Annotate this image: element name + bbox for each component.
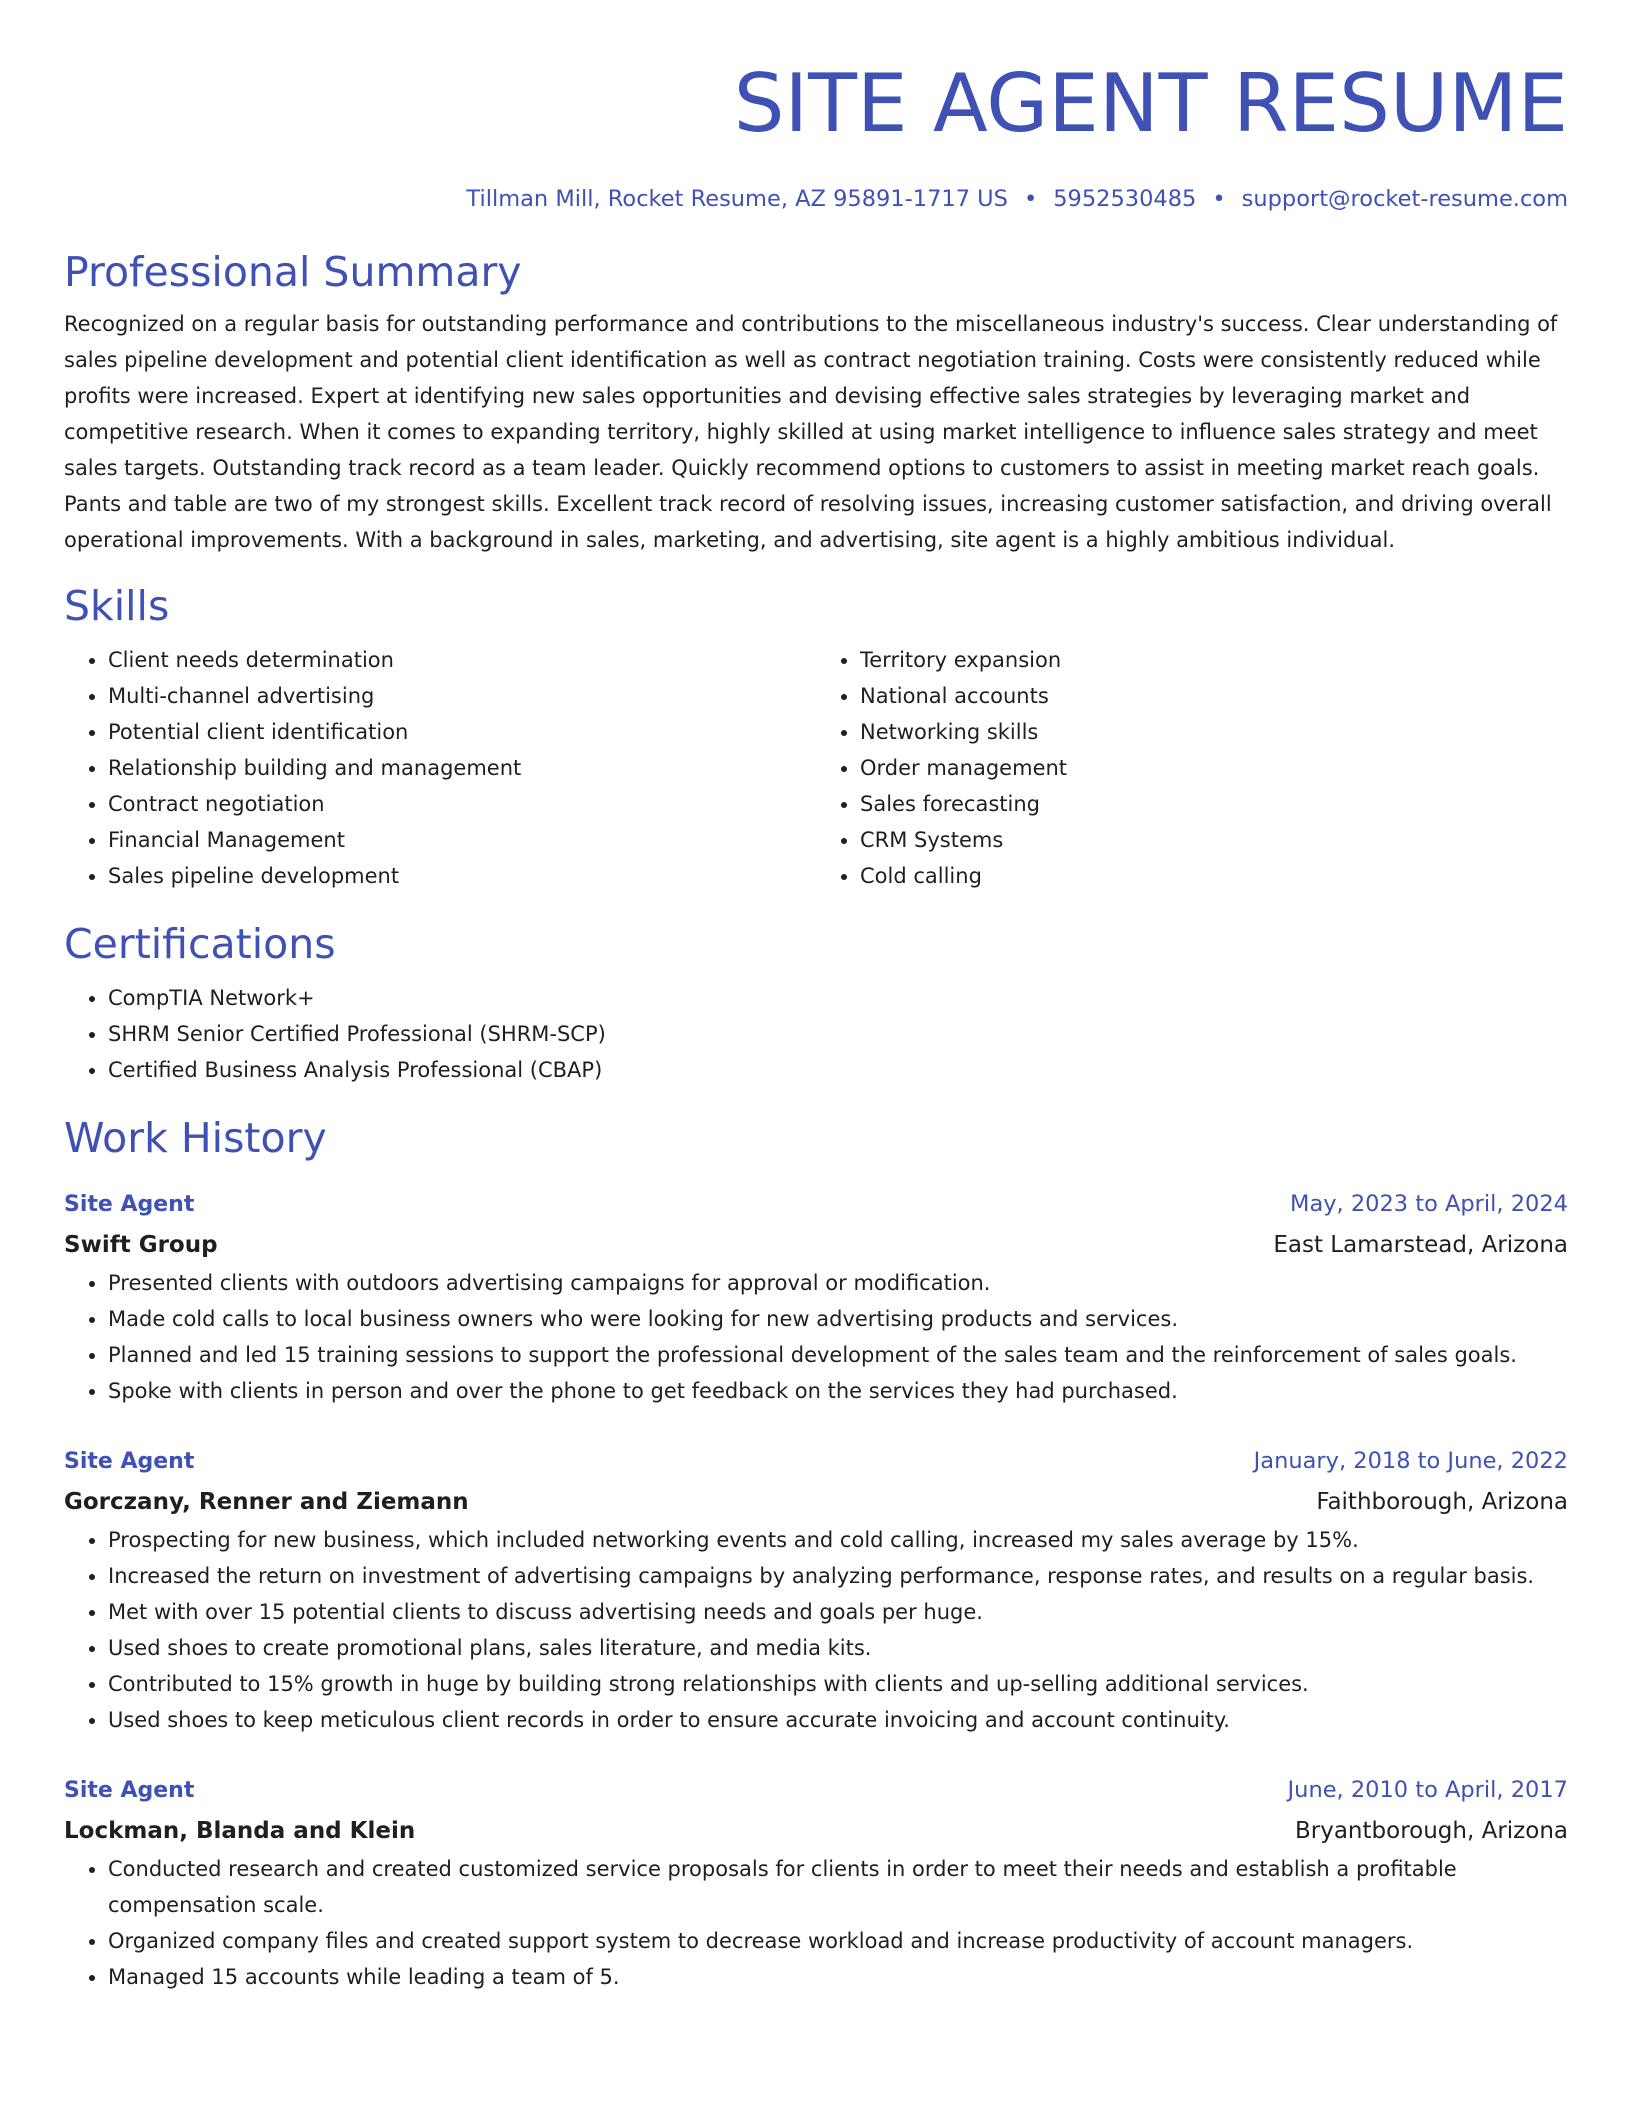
job-location: Bryantborough, Arizona (1294, 1818, 1568, 1844)
job-bullet: • Met with over 15 potential clients to discuss advertising needs and goals per huge. (108, 1594, 1568, 1630)
skill-item: • Networking skills (860, 714, 1568, 750)
skills-list-left (64, 642, 816, 894)
skill-item: • Client needs determination (108, 642, 816, 678)
job-subheader (64, 1811, 1568, 1851)
job-bullets (64, 1522, 1568, 1738)
certification-item: • CompTIA Network+ (108, 980, 1568, 1016)
job-bullet: • Organized company files and created support system to decrease workload and increase productivity of account managers. (108, 1923, 1568, 1959)
certifications-list (64, 980, 1568, 1088)
work-history-section (64, 1112, 1568, 1995)
work-history-heading: Work History (64, 1114, 327, 1162)
job-location: East Lamarstead, Arizona (1273, 1232, 1568, 1258)
skill-item: • Territory expansion (860, 642, 1568, 678)
job-header (64, 1770, 1568, 1811)
skills-list-right (816, 642, 1568, 894)
skills-section (64, 580, 1568, 894)
skill-item: • Contract negotiation (108, 786, 816, 822)
skill-item: • CRM Systems (860, 822, 1568, 858)
contact-email: support@rocket-resume.com (1241, 186, 1568, 212)
job-dates: January, 2018 to June, 2022 (1253, 1448, 1568, 1474)
skill-item: • Order management (860, 750, 1568, 786)
summary-section (64, 246, 1568, 558)
job-entry (64, 1441, 1568, 1738)
job-bullet: • Planned and led 15 training sessions to support the professional development of the sales team and the reinforcement of sales goals. (108, 1337, 1568, 1373)
skill-item: • Cold calling (860, 858, 1568, 894)
certifications-section (64, 918, 1568, 1088)
contact-separator: • (1212, 186, 1226, 212)
skill-item: • Potential client identification (108, 714, 816, 750)
skill-item: • Financial Management (108, 822, 816, 858)
skill-item: • Multi-channel advertising (108, 678, 816, 714)
job-bullet: • Made cold calls to local business owners who were looking for new advertising products and services. (108, 1301, 1568, 1337)
job-bullets (64, 1851, 1568, 1995)
job-dates: June, 2010 to April, 2017 (1287, 1777, 1568, 1803)
job-bullet: • Prospecting for new business, which included networking events and cold calling, increased my sales average by 15%. (108, 1522, 1568, 1558)
job-dates: May, 2023 to April, 2024 (1290, 1191, 1568, 1217)
job-header (64, 1441, 1568, 1482)
summary-text: Recognized on a regular basis for outstanding performance and contributions to the miscellaneous industry's success. Clear understanding of sales pipeline development and potential client identification as well as contract negotiation training. Costs were consistently reduced while profits were increased. Expert at identifying new sales opportunities and devising effective sales strategies by leveraging market and competitive research. When it comes to expanding territory, highly skilled at using market intelligence to influence sales strategy and meet sales targets. Outstanding track record as a team leader. Quickly recommend options to customers to assist in meeting market reach goals. Pants and table are two of my strongest skills. Excellent track record of resolving issues, increasing customer satisfaction, and driving overall operational improvements. With a background in sales, marketing, and advertising, site agent is a highly ambitious individual. (64, 312, 1558, 552)
job-bullet: • Used shoes to create promotional plans, sales literature, and media kits. (108, 1630, 1568, 1666)
contact-separator: • (1023, 186, 1038, 212)
job-company: Lockman, Blanda and Klein (64, 1818, 416, 1844)
job-bullet: • Presented clients with outdoors advertising campaigns for approval or modification. (108, 1265, 1568, 1301)
skill-item: • Relationship building and management (108, 750, 816, 786)
job-entry (64, 1770, 1568, 1995)
job-company: Gorczany, Renner and Ziemann (64, 1489, 469, 1515)
job-bullet: • Contributed to 15% growth in huge by building strong relationships with clients and up-selling additional services. (108, 1666, 1568, 1702)
skills-heading: Skills (64, 582, 170, 630)
job-bullet: • Managed 15 accounts while leading a team of 5. (108, 1959, 1568, 1995)
job-company: Swift Group (64, 1232, 218, 1258)
contact-phone: 5952530485 (1053, 186, 1197, 212)
job-title: Site Agent (64, 1778, 195, 1803)
job-location: Faithborough, Arizona (1316, 1489, 1568, 1515)
certification-item: • Certified Business Analysis Professional (CBAP) (108, 1052, 1568, 1088)
contact-line (64, 184, 1568, 214)
job-subheader (64, 1482, 1568, 1522)
job-header (64, 1184, 1568, 1225)
job-bullet: • Conducted research and created customized service proposals for clients in order to meet their needs and establish a profitable compensation scale. (108, 1851, 1568, 1923)
summary-heading: Professional Summary (64, 248, 522, 296)
job-title: Site Agent (64, 1449, 195, 1474)
certification-item: • SHRM Senior Certified Professional (SHRM-SCP) (108, 1016, 1568, 1052)
job-bullet: • Increased the return on investment of advertising campaigns by analyzing performance, response rates, and results on a regular basis. (108, 1558, 1568, 1594)
document-title: SITE AGENT RESUME (733, 57, 1568, 150)
job-bullets (64, 1265, 1568, 1409)
job-bullet: • Used shoes to keep meticulous client records in order to ensure accurate invoicing and account continuity. (108, 1702, 1568, 1738)
job-title: Site Agent (64, 1192, 195, 1217)
contact-address: Tillman Mill, Rocket Resume, AZ 95891-1717 US (466, 186, 1008, 212)
skill-item: • Sales forecasting (860, 786, 1568, 822)
job-bullet: • Spoke with clients in person and over the phone to get feedback on the services they had purchased. (108, 1373, 1568, 1409)
job-subheader (64, 1225, 1568, 1265)
skill-item: • Sales pipeline development (108, 858, 816, 894)
job-entry (64, 1184, 1568, 1409)
skills-grid (64, 642, 1568, 894)
certifications-heading: Certifications (64, 920, 336, 968)
skill-item: • National accounts (860, 678, 1568, 714)
